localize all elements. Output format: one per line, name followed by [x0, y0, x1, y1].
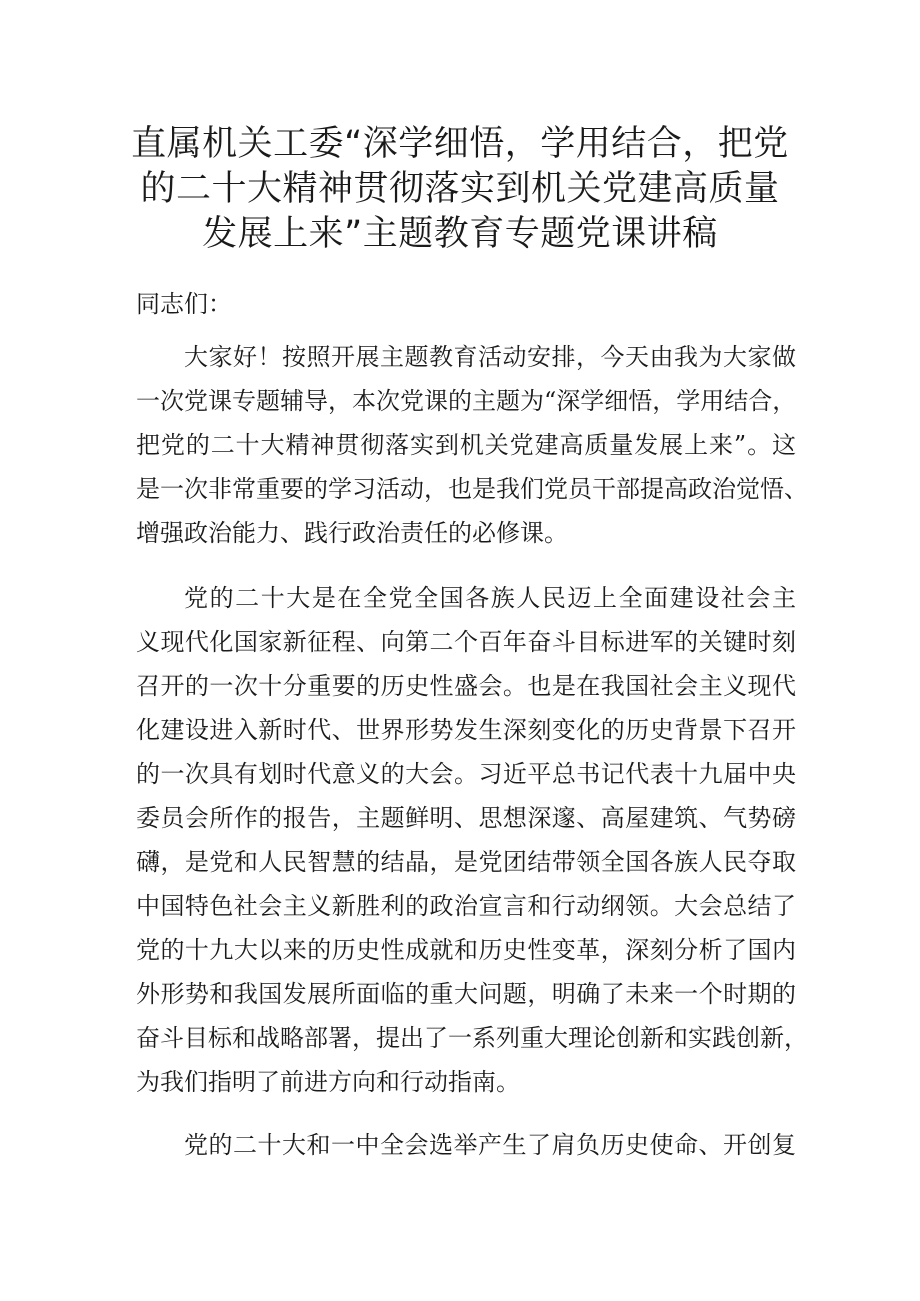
document-title: [120, 122, 800, 257]
body-paragraph: [136, 335, 808, 555]
paragraph-line: 礴，是党和人民智慧的结晶，是党团结带领全国各族人民夺取: [136, 848, 796, 876]
paragraph-line: 的一次具有划时代意义的大会。习近平总书记代表十九届中央: [136, 760, 796, 788]
paragraph-line: 党的二十大和一中全会选举产生了肩负历史使命、开创复: [184, 1131, 796, 1159]
body-paragraph: [136, 576, 808, 1104]
paragraph-line: 增强政治能力、践行政治责任的必修课。: [136, 519, 568, 547]
paragraph-line: 召开的一次十分重要的历史性盛会。也是在我国社会主义现代: [136, 672, 796, 700]
paragraph-line: 中国特色社会主义新胜利的政治宣言和行动纲领。大会总结了: [136, 892, 796, 920]
paragraph-line: 是一次非常重要的学习活动，也是我们党员干部提高政治觉悟、: [136, 475, 808, 503]
paragraph-line: 把党的二十大精神贯彻落实到机关党建高质量发展上来”。这: [136, 431, 796, 459]
title-line: 发展上来”主题教育专题党课讲稿: [202, 214, 718, 254]
paragraph-line: 为我们指明了前进方向和行动指南。: [136, 1068, 520, 1096]
paragraph-line: 义现代化国家新征程、向第二个百年奋斗目标进军的关键时刻: [136, 628, 796, 656]
paragraph-line: 委员会所作的报告，主题鲜明、思想深邃、高屋建筑、气势磅: [136, 804, 796, 832]
paragraph-line: 奋斗目标和战略部署，提出了一系列重大理论创新和实践创新，: [136, 1024, 808, 1052]
title-line: 的二十大精神贯彻落实到机关党建高质量: [140, 169, 780, 209]
paragraph-line: 党的十九大以来的历史性成就和历史性变革，深刻分析了国内: [136, 936, 796, 964]
paragraph-line: 外形势和我国发展所面临的重大问题，明确了未来一个时期的: [136, 980, 796, 1008]
paragraph-line: 党的二十大是在全党全国各族人民迈上全面建设社会主: [184, 584, 796, 612]
paragraph-line: 化建设进入新时代、世界形势发生深刻变化的历史背景下召开: [136, 716, 796, 744]
title-line: 直属机关工委“深学细悟，学用结合，把党: [131, 124, 789, 164]
salutation: 同志们：: [136, 290, 232, 318]
paragraph-line: 大家好！按照开展主题教育活动安排，今天由我为大家做: [184, 343, 796, 371]
body-paragraph: [136, 1123, 796, 1167]
paragraph-line: 一次党课专题辅导，本次党课的主题为“深学细悟，学用结合，: [136, 387, 797, 415]
